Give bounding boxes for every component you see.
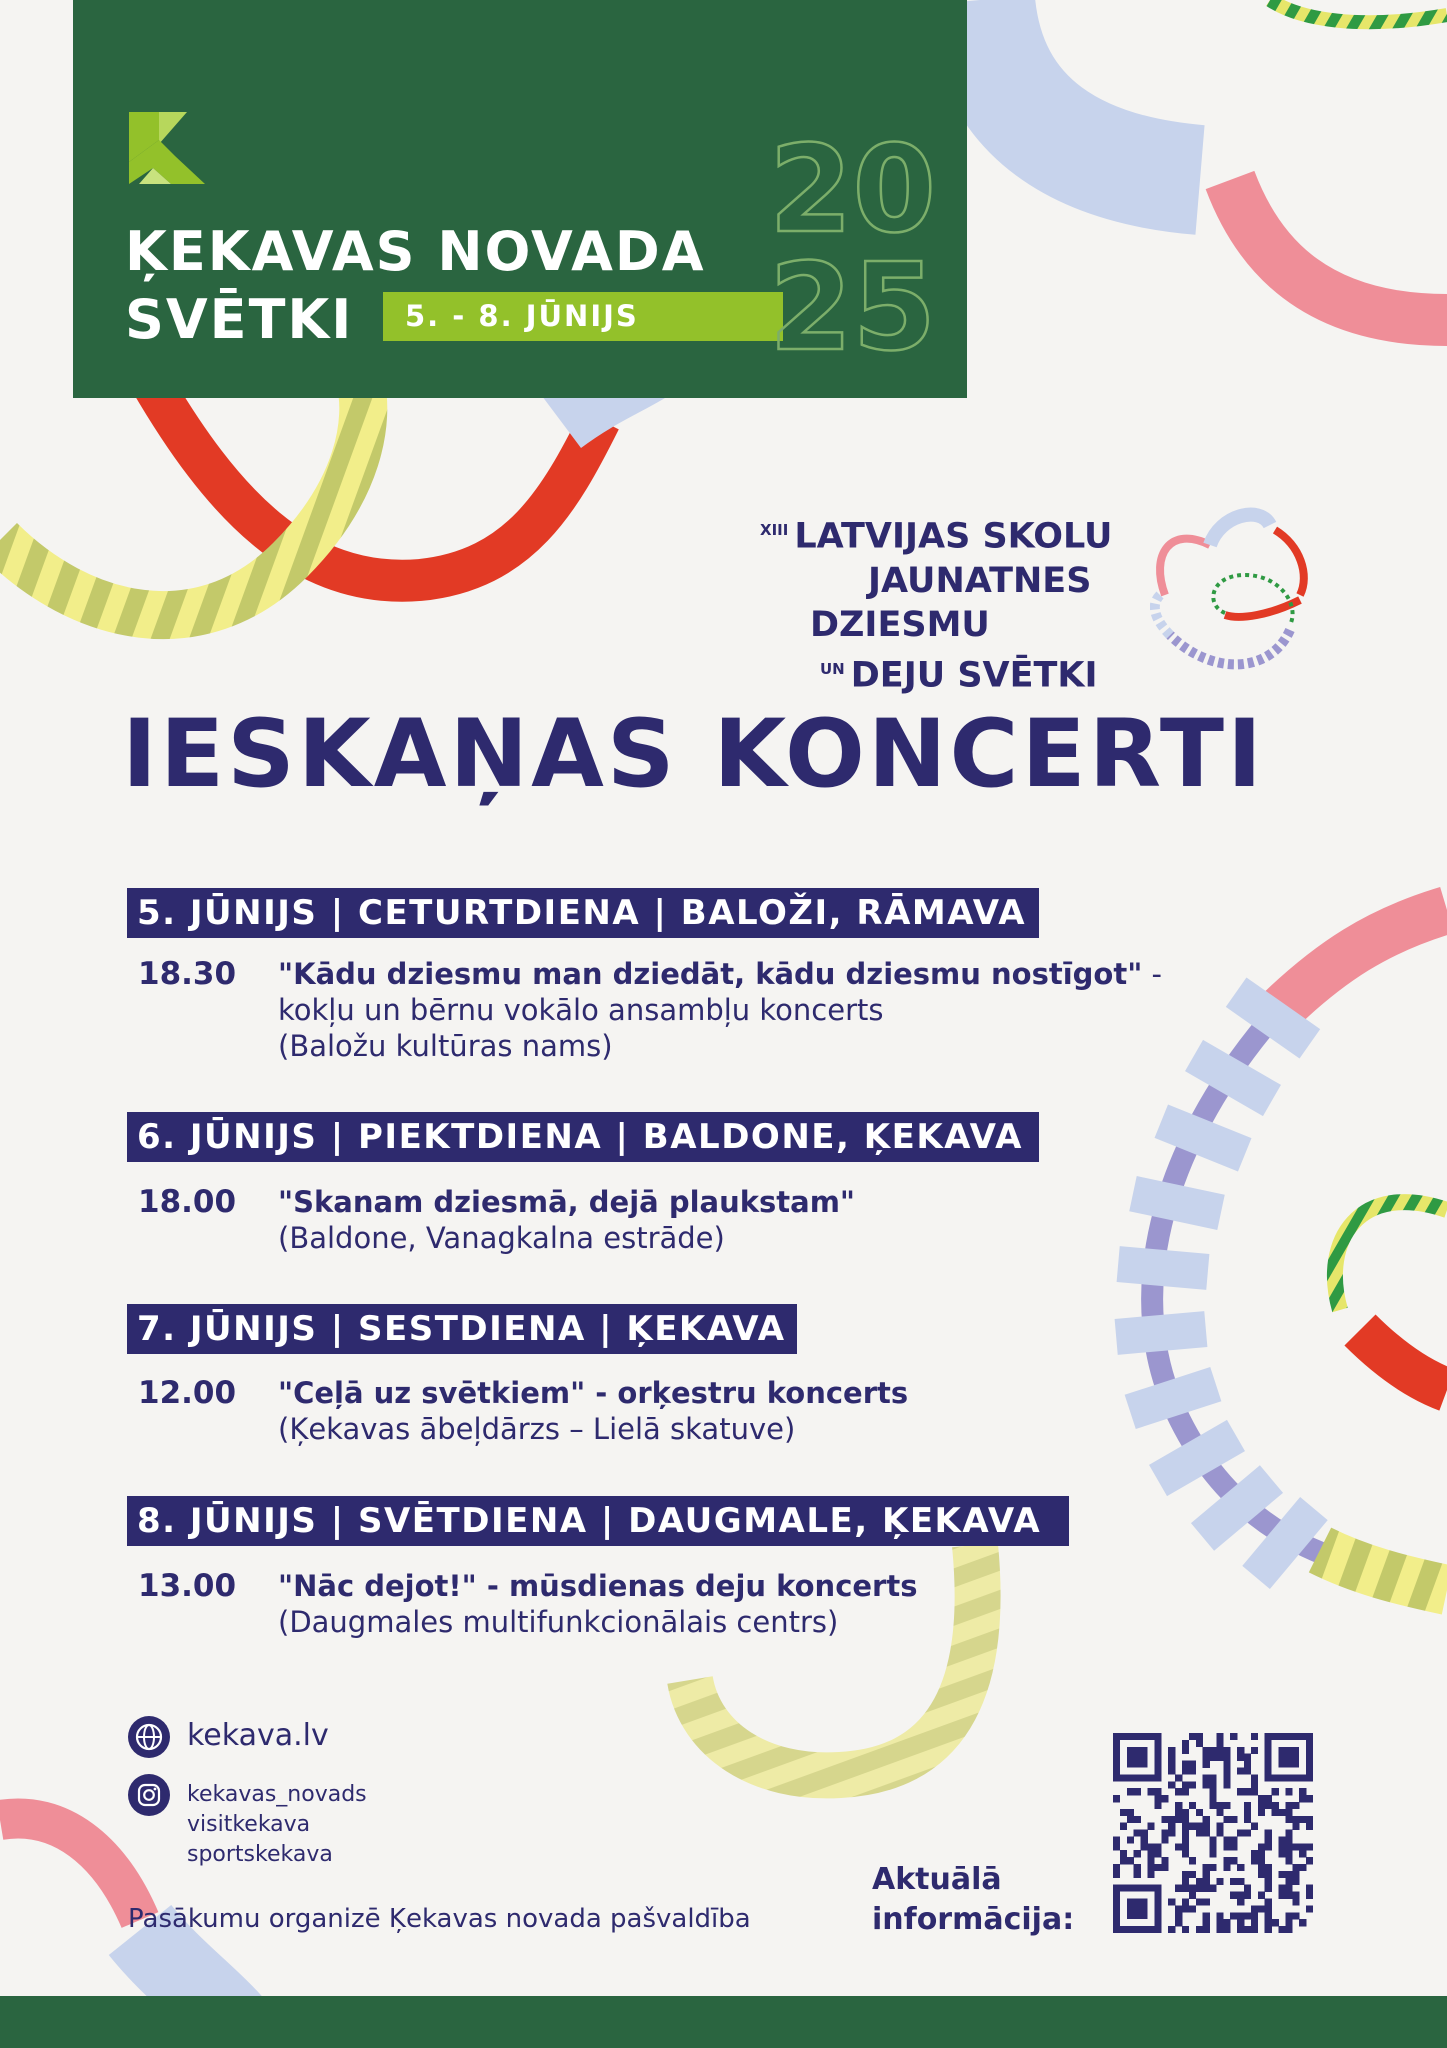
bottom-band: [0, 1996, 1447, 2048]
year-top: 20: [769, 125, 936, 260]
day-header: 8. JŪNIJS | SVĒTDIENA | DAUGMALE, ĶEKAVA: [127, 1496, 1069, 1546]
event-name-suffix: -: [1142, 957, 1162, 991]
badge-edition: XIII: [760, 521, 789, 539]
badge-un: UN: [820, 659, 845, 678]
event-name: "Nāc dejot!" - mūsdienas deju koncerts: [278, 1569, 918, 1603]
event-name: "Skanam dziesmā, dejā plaukstam": [278, 1185, 856, 1219]
event-details: [278, 1184, 1178, 1256]
main-title: IESKAŅAS KONCERTI: [122, 700, 1265, 809]
event-details: [278, 1375, 1178, 1447]
instagram-handle[interactable]: sportskekava: [187, 1842, 333, 1867]
event-name: "Ceļā uz svētkiem" - orķestru koncerts: [278, 1376, 909, 1410]
badge-line-2: JAUNATNES: [868, 560, 1092, 601]
festival-dates: 5. - 8. JŪNIJS: [405, 299, 639, 333]
event-time: 18.30: [138, 956, 237, 992]
globe-icon: [128, 1716, 170, 1758]
event-time: 18.00: [138, 1184, 237, 1220]
event-venue: (Daugmales multifunkcionālais centrs): [278, 1605, 839, 1639]
song-festival-badge: [760, 508, 1170, 697]
year-outline: [763, 125, 1003, 355]
badge-line-1: LATVIJAS SKOLU: [794, 516, 1113, 557]
event-details: [278, 956, 1178, 1064]
day-header: 7. JŪNIJS | SESTDIENA | ĶEKAVA: [127, 1304, 797, 1354]
event-description: kokļu un bērnu vokālo ansambļu koncerts: [278, 993, 884, 1027]
website-link[interactable]: kekava.lv: [187, 1718, 329, 1753]
instagram-handle[interactable]: kekavas_novads: [187, 1782, 367, 1807]
event-name: "Kādu dziesmu man dziedāt, kādu dziesmu nostīgot": [278, 957, 1143, 991]
event-details: [278, 1568, 1178, 1640]
badge-line-4: DEJU SVĒTKI: [850, 655, 1098, 696]
festival-title: ĶEKAVAS NOVADA SVĒTKI: [125, 220, 706, 351]
event-venue: (Baložu kultūras nams): [278, 1029, 613, 1063]
instagram-icon: [128, 1774, 170, 1816]
festival-emblem: [1150, 505, 1315, 680]
badge-line-3: DZIESMU: [810, 604, 990, 645]
organizer-note: Pasākumu organizē Ķekavas novada pašvaldība: [128, 1904, 751, 1934]
header-banner: [73, 0, 967, 398]
day-header: 6. JŪNIJS | PIEKTDIENA | BALDONE, ĶEKAVA: [127, 1112, 1039, 1162]
instagram-handle[interactable]: visitkekava: [187, 1812, 311, 1837]
kekava-logo-icon: [129, 112, 205, 184]
qr-code[interactable]: [1113, 1733, 1313, 1933]
event-venue: (Baldone, Vanagkalna estrāde): [278, 1221, 725, 1255]
event-time: 13.00: [138, 1568, 237, 1604]
qr-label: Aktuālā informācija:: [872, 1862, 1075, 1937]
dates-bar: [383, 292, 783, 341]
day-header: 5. JŪNIJS | CETURTDIENA | BALOŽI, RĀMAVA: [127, 888, 1039, 938]
event-venue: (Ķekavas ābeļdārzs – Lielā skatuve): [278, 1412, 796, 1446]
year-bottom: 25: [769, 239, 936, 355]
event-time: 12.00: [138, 1375, 237, 1411]
